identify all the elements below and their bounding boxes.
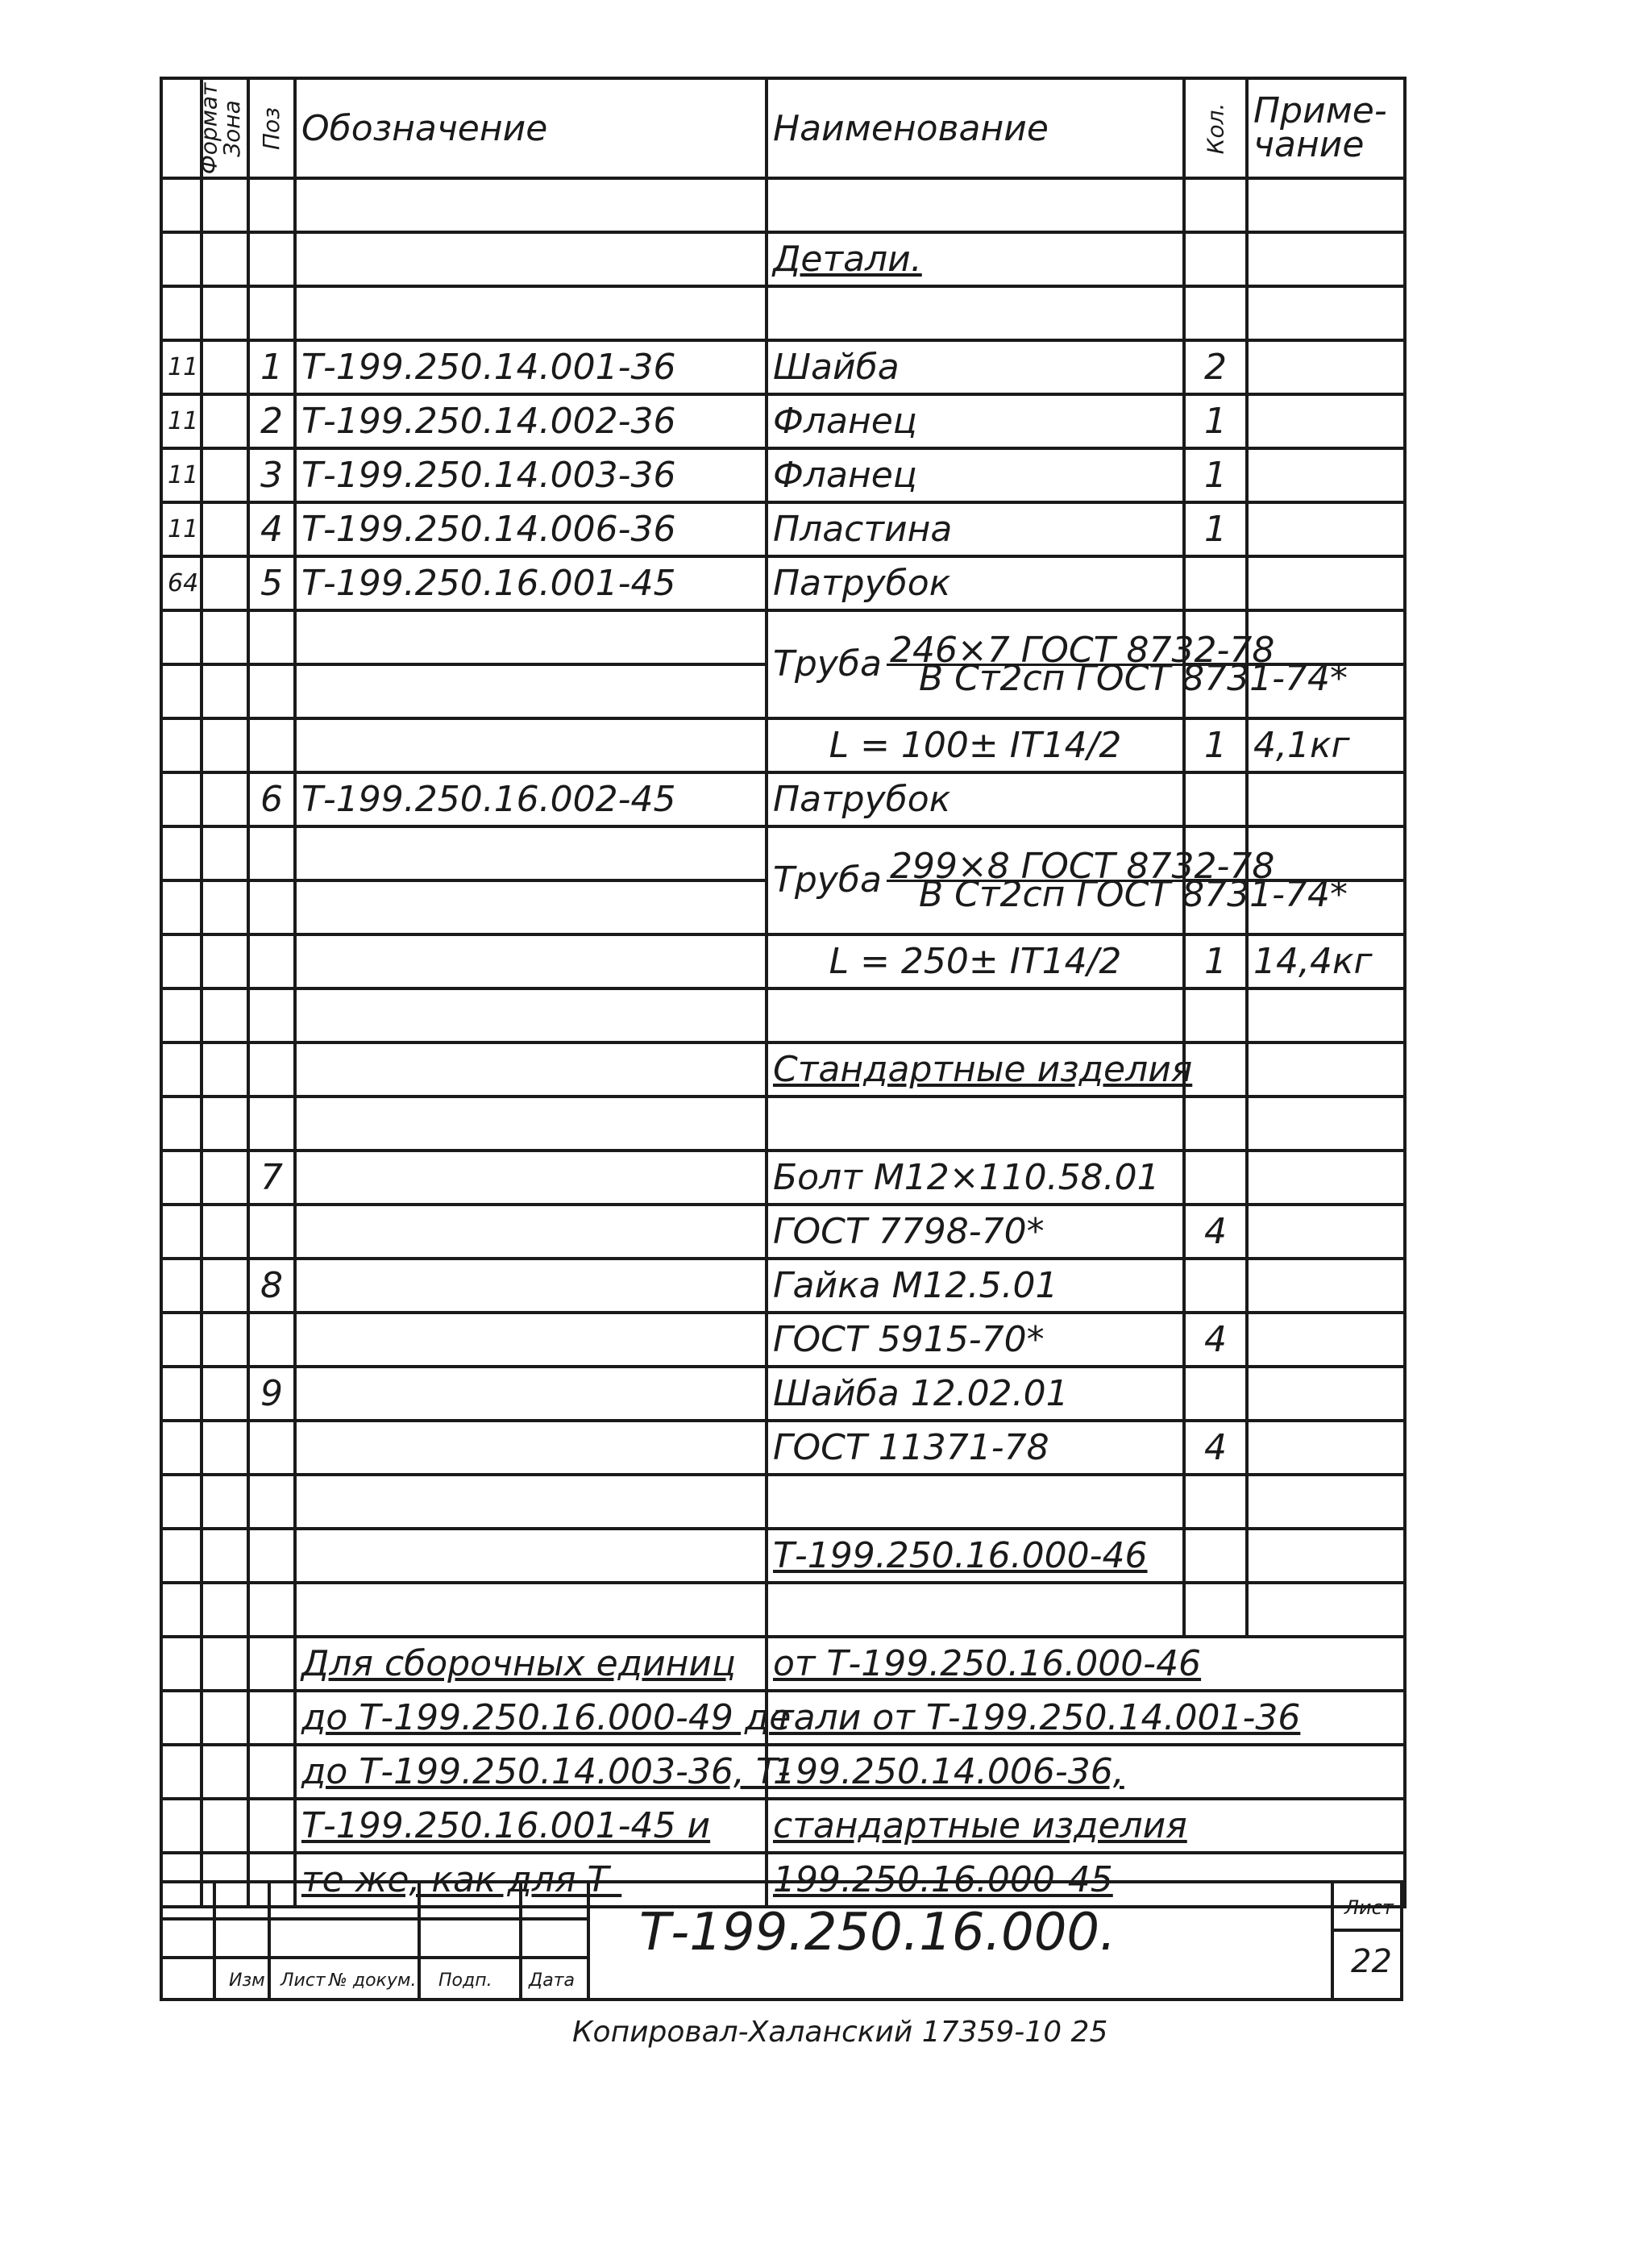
- header-row: [161, 78, 1405, 178]
- table-row: [161, 286, 1405, 340]
- table-row: [161, 988, 1405, 1042]
- table-row: 64 5 Т-199.250.16.001-45 Патрубок: [161, 556, 1405, 610]
- copy-footer: Копировал-Халанский 17359-10 25: [572, 2016, 1108, 2049]
- table-row: [161, 826, 1405, 880]
- table-row: ГОСТ 5915-70* 4: [161, 1313, 1405, 1367]
- header-qty: Кол.: [1184, 78, 1247, 178]
- table-row: [161, 232, 1405, 286]
- table-row: [161, 1097, 1405, 1151]
- col-sign: Подп.: [438, 1970, 492, 1991]
- sheet-label: Лист: [1344, 1896, 1394, 1919]
- header-name: Наименование: [767, 78, 1184, 178]
- table-row: 11 2 Т-199.250.14.002-36 Фланец 1: [161, 394, 1405, 448]
- note-row: до Т-199.250.14.003-36, Т- 199.250.14.006-36,: [161, 1745, 1405, 1799]
- tube-spec-1: Труба $\frac{\text{246×7 ГОСТ 8732-78}}{\text{В Ст2сп ГОСТ 8731-74*}}$: [767, 610, 1184, 718]
- header-format: Формат: [161, 78, 202, 178]
- tube-length-2: L = 250± IT14/2: [767, 934, 1184, 988]
- title-block: [160, 1880, 1403, 2001]
- table-row: [161, 1042, 1405, 1097]
- table-row: 9 Шайба 12.02.01: [161, 1367, 1405, 1421]
- table-row: 11 4 Т-199.250.14.006-36 Пластина 1: [161, 502, 1405, 556]
- table-row: [161, 1583, 1405, 1637]
- table-row: [161, 1529, 1405, 1583]
- header-pos: Поз: [248, 78, 295, 178]
- note-row: Т-199.250.16.001-45 и стандартные изделия: [161, 1799, 1405, 1853]
- col-list: Лист: [280, 1970, 326, 1991]
- table-row: 8 Гайка М12.5.01: [161, 1259, 1405, 1313]
- table-row: 6 Т-199.250.16.002-45 Патрубок: [161, 772, 1405, 826]
- note-row: Для сборочных единиц от Т-199.250.16.000-46: [161, 1637, 1405, 1691]
- table-row: ГОСТ 7798-70* 4: [161, 1205, 1405, 1259]
- specification-table: [160, 77, 1407, 1908]
- header-note: Приме-чание: [1247, 78, 1405, 178]
- section-title-standard: Стандартные изделия: [767, 1042, 1184, 1097]
- table-row: L = 100± IT14/2 1 4,1кг: [161, 718, 1405, 772]
- col-date: Дата: [529, 1970, 575, 1991]
- reference-designation: Т-199.250.16.000-46: [767, 1529, 1184, 1583]
- table-row: [161, 610, 1405, 664]
- note-row: до Т-199.250.16.000-49 де тали от Т-199.250.14.001-36: [161, 1691, 1405, 1745]
- table-row: [161, 178, 1405, 232]
- table-row: 11 3 Т-199.250.14.003-36 Фланец 1: [161, 448, 1405, 502]
- table-row: [161, 1475, 1405, 1529]
- table-row: 11 1 Т-199.250.14.001-36 Шайба 2: [161, 340, 1405, 394]
- note-row: те же, как для Т- 199.250.16.000-45: [161, 1853, 1405, 1907]
- document-number: Т-199.250.16.000.: [639, 1903, 1116, 1962]
- tube-length-1: L = 100± IT14/2: [767, 718, 1184, 772]
- table-row: L = 250± IT14/2 1 14,4кг: [161, 934, 1405, 988]
- tube-spec-2: Труба $\frac{\text{299×8 ГОСТ 8732-78}}{\text{В Ст2сп ГОСТ 8731-74*}}$: [767, 826, 1184, 934]
- header-designation: Обозначение: [295, 78, 767, 178]
- sheet-number: 22: [1351, 1943, 1392, 1980]
- specification-sheet: [160, 77, 1403, 1900]
- header-zone: Зона: [202, 78, 248, 178]
- section-title-details: Детали.: [767, 232, 1184, 286]
- table-row: 7 Болт М12×110.58.01: [161, 1151, 1405, 1205]
- col-izm: Изм: [229, 1970, 265, 1991]
- table-row: ГОСТ 11371-78 4: [161, 1421, 1405, 1475]
- col-doc: № докум.: [329, 1970, 417, 1991]
